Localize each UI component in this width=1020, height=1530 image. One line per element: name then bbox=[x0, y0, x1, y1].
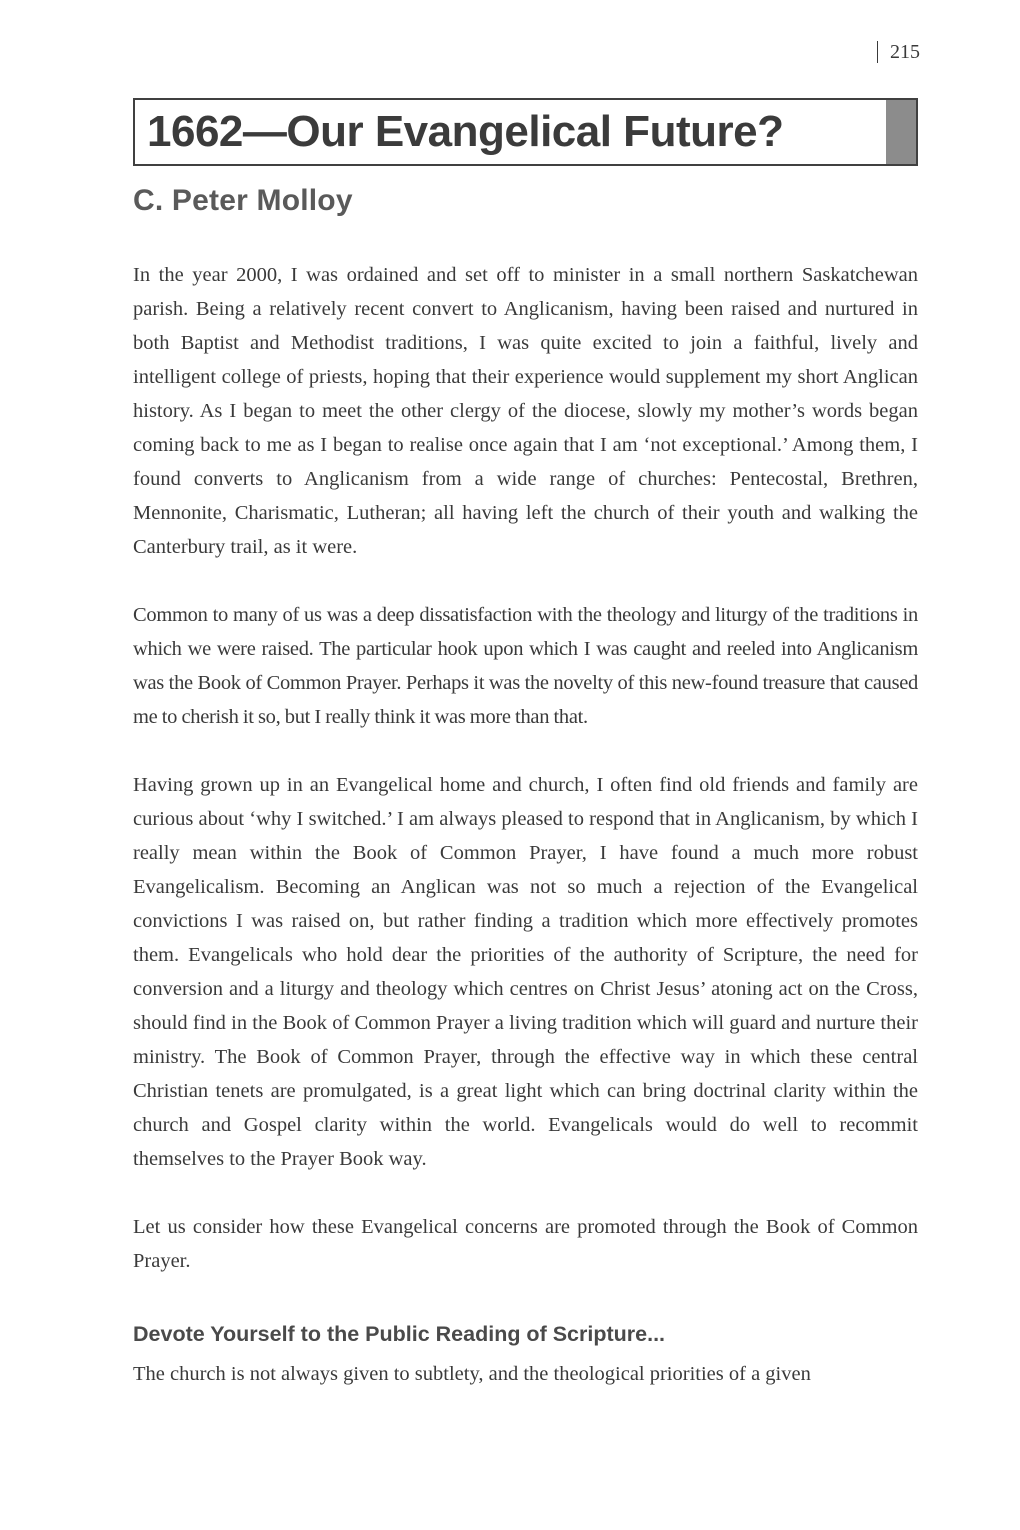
article-author: C. Peter Molloy bbox=[133, 184, 353, 217]
page-number-text: 215 bbox=[890, 41, 920, 63]
article-content bbox=[133, 98, 918, 1391]
paragraph-3: Having grown up in an Evangelical home and church, I often find old friends and family are curious about ‘why I switched.’ I am always pleased to respond that in Anglicanism, by which I really mean within the Book of Common Prayer, I have found a much more robust Evangelicalism. Becoming an Anglican was not so much a rejection of the Evangelical convictions I was raised on, but rather finding a tradition which more effectively promotes them. Evangelicals who hold dear the priorities of the authority of Scripture, the need for conversion and a liturgy and theology which centres on Christ Jesus’ atoning act on the Cross, should find in the Book of Common Prayer a living tradition which will guard and nurture their ministry. The Book of Common Prayer, through the effective way in which these central Christian tenets are promulgated, is a great light which can bring doctrinal clarity within the church and Gospel clarity within the world. Evangelicals would do well to recommit themselves to the Prayer Book way. bbox=[133, 774, 918, 1170]
paragraph-4: Let us consider how these Evangelical concerns are promoted through the Book of Common Prayer. bbox=[133, 1216, 918, 1272]
paragraph-1: In the year 2000, I was ordained and set off to minister in a small northern Saskatchewan parish. Being a relatively recent convert to Anglicanism, having been raised and nurtured in both Baptist and Methodist traditions, I was quite excited to join a faithful, lively and intelligent college of priests, hoping that their experience would supplement my short Anglican history. As I began to meet the other clergy of the diocese, slowly my mother’s words began coming back to me as I began to realise once again that I am ‘not exceptional.’ Among them, I found converts to Anglicanism from a wide range of churches: Pentecostal, Brethren, Mennonite, Charismatic, Lutheran; all having left the church of their youth and walking the Canterbury trail, as it were. bbox=[133, 264, 918, 558]
paragraph-2: Common to many of us was a deep dissatisfaction with the theology and liturgy of the traditions in which we were raised. The particular hook upon which I was caught and reeled into Anglicanism was the Book of Common Prayer. Perhaps it was the novelty of this new-found treasure that caused me to cherish it so, but I really think it was more than that. bbox=[133, 604, 918, 728]
article-title-box bbox=[133, 98, 918, 166]
article-title: 1662—Our Evangelical Future? bbox=[147, 107, 784, 156]
title-accent-block bbox=[886, 100, 916, 164]
article-body bbox=[133, 258, 918, 1391]
section-heading: Devote Yourself to the Public Reading of Scripture... bbox=[133, 1322, 666, 1346]
section-paragraph: The church is not always given to subtlety, and the theological priorities of a given bbox=[133, 1363, 811, 1385]
page-number-divider bbox=[877, 41, 878, 63]
page-number bbox=[877, 40, 920, 64]
